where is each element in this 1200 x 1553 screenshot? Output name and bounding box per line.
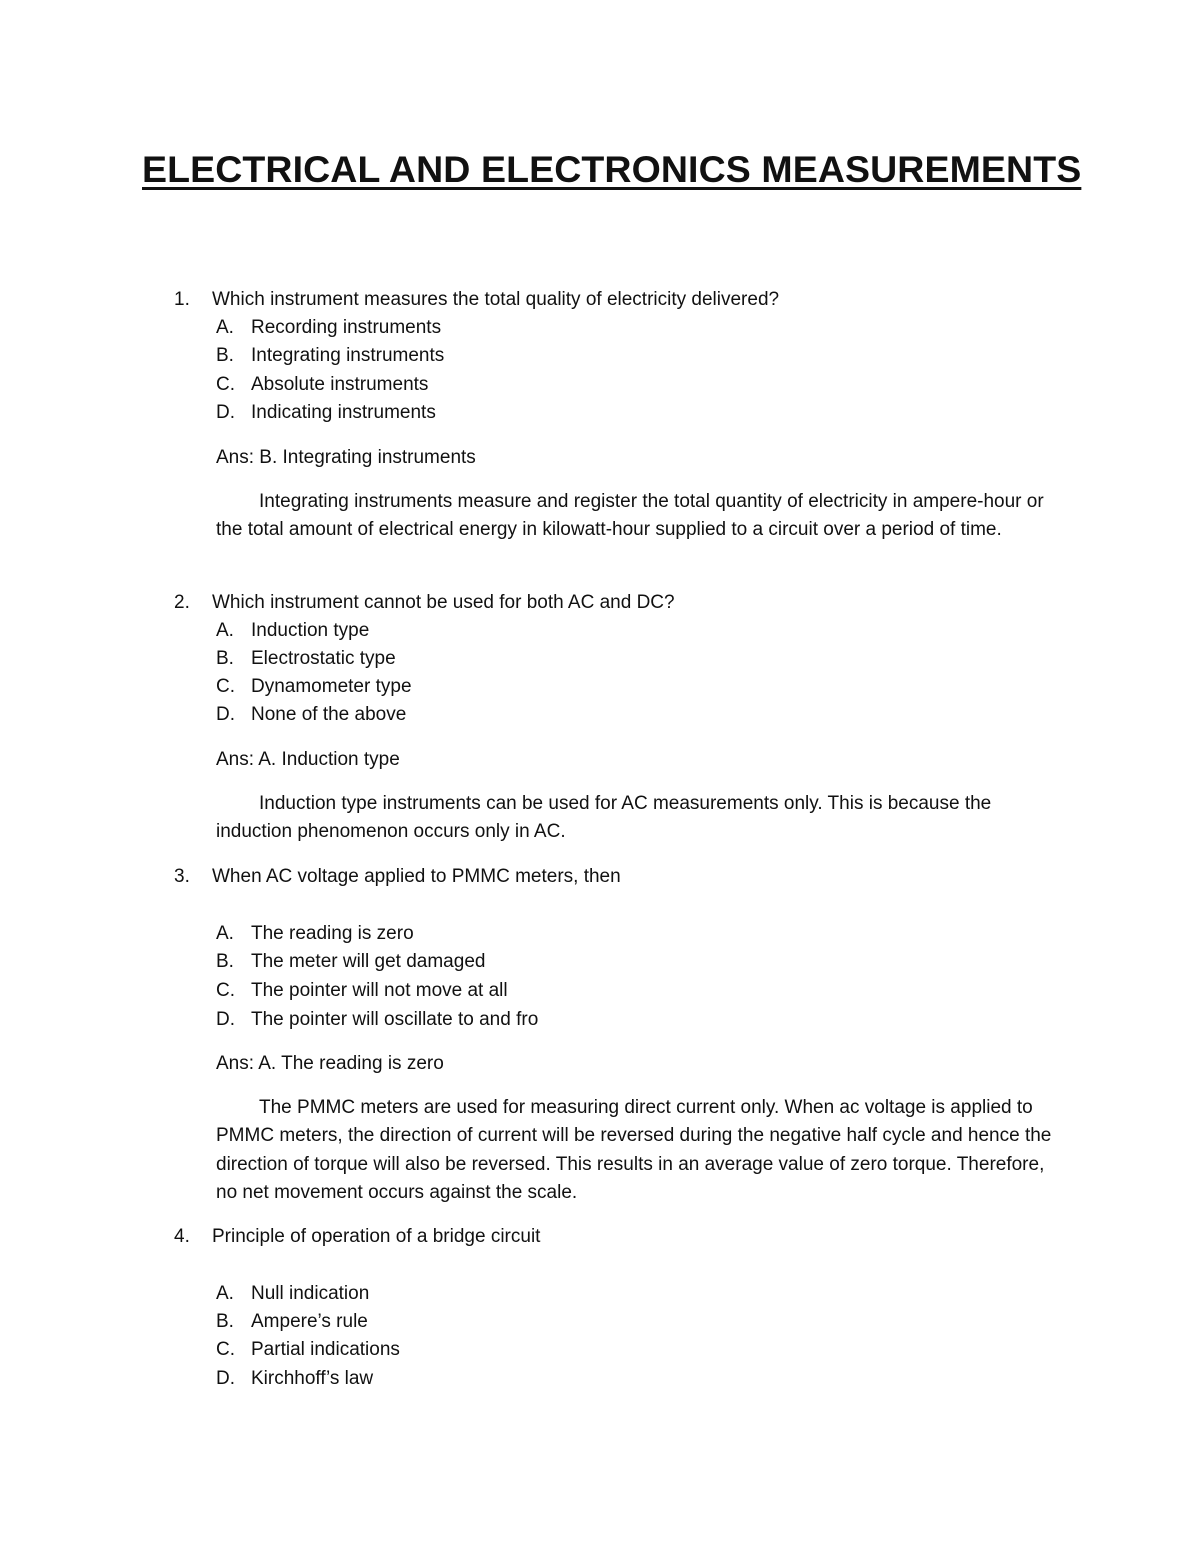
option-text: Absolute instruments (251, 374, 429, 395)
question-number: 2. (174, 592, 190, 613)
option-letter: B. (216, 1311, 234, 1332)
explanation-text: Integrating instruments measure and register the total quantity of electricity in ampere-hour or the total amount of electrical energy in kilowatt-hour supplied to a circuit over a period of time. (216, 491, 1044, 541)
question-number: 1. (174, 289, 190, 310)
option-letter: A. (216, 923, 234, 944)
page-title: ELECTRICAL AND ELECTRONICS MEASUREMENTS (142, 148, 1082, 190)
option-text: Ampere’s rule (251, 1311, 368, 1332)
option-letter: D. (216, 704, 235, 725)
option-text: Indicating instruments (251, 402, 436, 423)
question-text: Which instrument measures the total quality of electricity delivered? (212, 289, 780, 310)
option-text: Integrating instruments (251, 345, 445, 366)
question-number: 3. (174, 866, 190, 887)
option-letter: C. (216, 980, 235, 1001)
option-text: Induction type (251, 620, 370, 641)
answer-text: Ans: A. Induction type (216, 749, 400, 770)
option-text: Recording instruments (251, 317, 442, 338)
option-text: The pointer will oscillate to and fro (251, 1009, 539, 1030)
option-letter: D. (216, 1009, 235, 1030)
option-text: Electrostatic type (251, 648, 396, 669)
option-letter: B. (216, 345, 234, 366)
question-text: Which instrument cannot be used for both AC and DC? (212, 592, 675, 613)
explanation-text: The PMMC meters are used for measuring direct current only. When ac voltage is applied to PMMC meters, the direction of current will be reversed during the negative half cycle and hence the direction of torque will also be reversed. This results in an average value of zero torque. Therefore, no net movement occurs against the scale. (216, 1097, 1052, 1203)
answer-text: Ans: B. Integrating instruments (216, 447, 476, 468)
answer-text: Ans: A. The reading is zero (216, 1053, 444, 1074)
explanation-text: Induction type instruments can be used for AC measurements only. This is because the induction phenomenon occurs only in AC. (216, 793, 992, 843)
option-letter: D. (216, 402, 235, 423)
option-text: Dynamometer type (251, 676, 412, 697)
question-text: When AC voltage applied to PMMC meters, then (212, 866, 621, 887)
option-text: Partial indications (251, 1339, 400, 1360)
option-letter: C. (216, 374, 235, 395)
option-text: The meter will get damaged (251, 951, 486, 972)
option-letter: A. (216, 317, 234, 338)
option-letter: A. (216, 620, 234, 641)
question-text: Principle of operation of a bridge circuit (212, 1226, 541, 1247)
option-letter: C. (216, 1339, 235, 1360)
option-letter: B. (216, 648, 234, 669)
option-text: The reading is zero (251, 923, 414, 944)
option-letter: C. (216, 676, 235, 697)
option-letter: A. (216, 1283, 234, 1304)
question-number: 4. (174, 1226, 190, 1247)
option-letter: B. (216, 951, 234, 972)
option-text: Null indication (251, 1283, 370, 1304)
option-letter: D. (216, 1368, 235, 1389)
option-text: None of the above (251, 704, 407, 725)
option-text: Kirchhoff’s law (251, 1368, 374, 1389)
option-text: The pointer will not move at all (251, 980, 508, 1001)
